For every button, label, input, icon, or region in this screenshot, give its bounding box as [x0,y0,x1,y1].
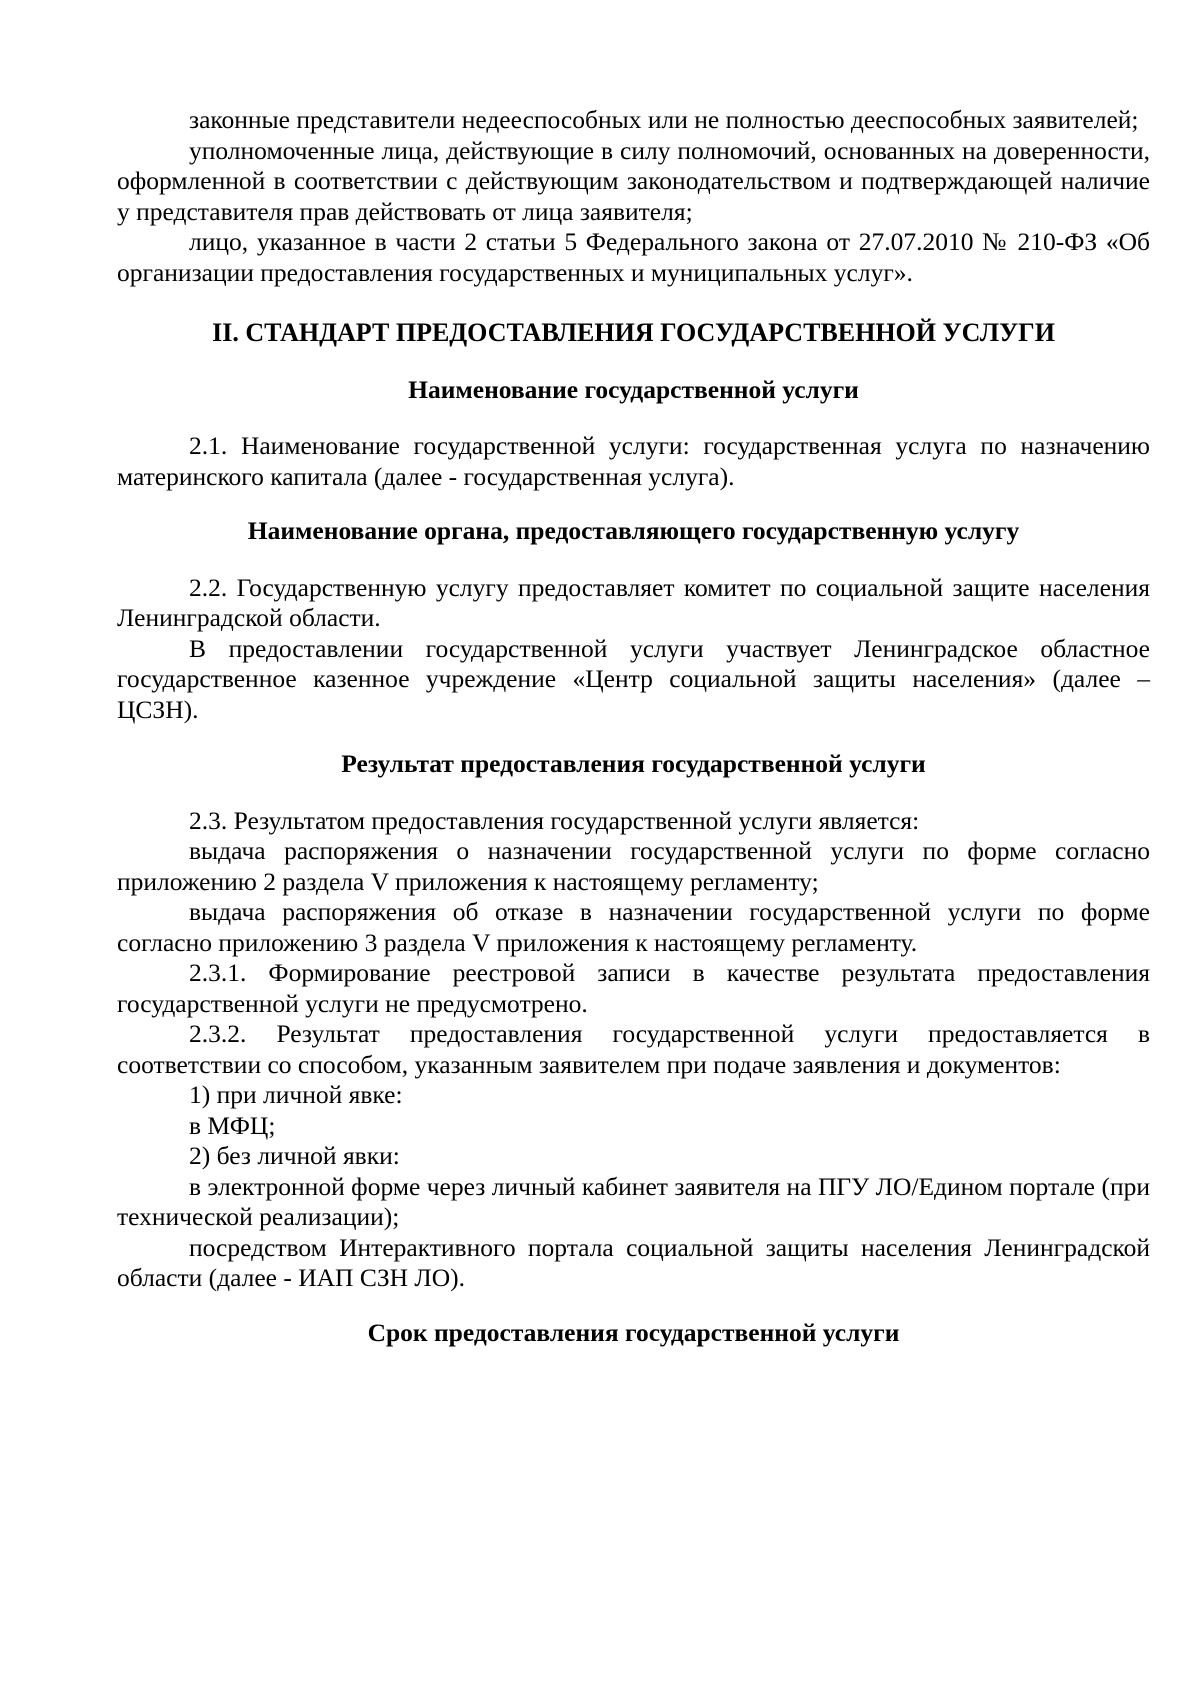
paragraph: лицо, указанное в части 2 статьи 5 Федерального закона от 27.07.2010 № 210-ФЗ «Об организации предоставления государственных и муниципальных услуг». [117,227,1150,287]
paragraph: 2.3.1. Формирование реестровой записи в качестве результата предоставления государственной услуги не предусмотрено. [117,958,1150,1018]
paragraph: 2.3. Результатом предоставления государственной услуги является: [189,805,920,835]
paragraph: 2.1. Наименование государственной услуги: государственная услуга по назначению материнского капитала (далее - государственная услуга). [117,431,1150,491]
subsection-heading: Наименование органа, предоставляющего государственную услугу [247,516,1020,545]
subsection-heading: Результат предоставления государственной услуги [341,749,926,778]
paragraph: 2.3.2. Результат предоставления государственной услуги предоставляется в соответствии со способом, указанным заявителем при подаче заявления и документов: [117,1019,1150,1079]
list-item: в электронной форме через личный кабинет заявителя на ПГУ ЛО/Едином портале (при технической реализации); [117,1171,1150,1231]
paragraph: уполномоченные лица, действующие в силу полномочий, основанных на доверенности, оформленной в соответствии с действующим законодательством и подтверждающей наличие у представителя прав действовать от лица заявителя; [117,135,1150,226]
list-item: 2) без личной явки: [189,1141,400,1170]
paragraph: В предоставлении государственной услуги участвует Ленинградское областное государственное казенное учреждение «Центр социальной защиты населения» (далее – ЦСЗН). [117,633,1150,724]
list-item: 1) при личной явке: [189,1080,403,1109]
subsection-heading: Срок предоставления государственной услуги [367,1317,900,1347]
list-item: в МФЦ; [189,1110,276,1140]
paragraph: выдача распоряжения о назначении государственной услуги по форме согласно приложению 2 раздела V приложения к настоящему регламенту; [117,836,1150,896]
list-item: посредством Интерактивного портала социальной защиты населения Ленинградской области (далее - ИАП СЗН ЛО). [117,1232,1150,1292]
paragraph: законные представители недееспособных или не полностью дееспособных заявителей; [189,105,1139,134]
paragraph: 2.2. Государственную услугу предоставляет комитет по социальной защите населения Ленинградской области. [117,572,1150,632]
subsection-heading: Наименование государственной услуги [408,374,859,404]
section-title: II. СТАНДАРТ ПРЕДОСТАВЛЕНИЯ ГОСУДАРСТВЕННОЙ УСЛУГИ [212,318,1055,347]
document-page [117,105,1150,1374]
paragraph: выдача распоряжения об отказе в назначении государственной услуги по форме согласно приложению 3 раздела V приложения к настоящему регламенту. [117,897,1150,957]
